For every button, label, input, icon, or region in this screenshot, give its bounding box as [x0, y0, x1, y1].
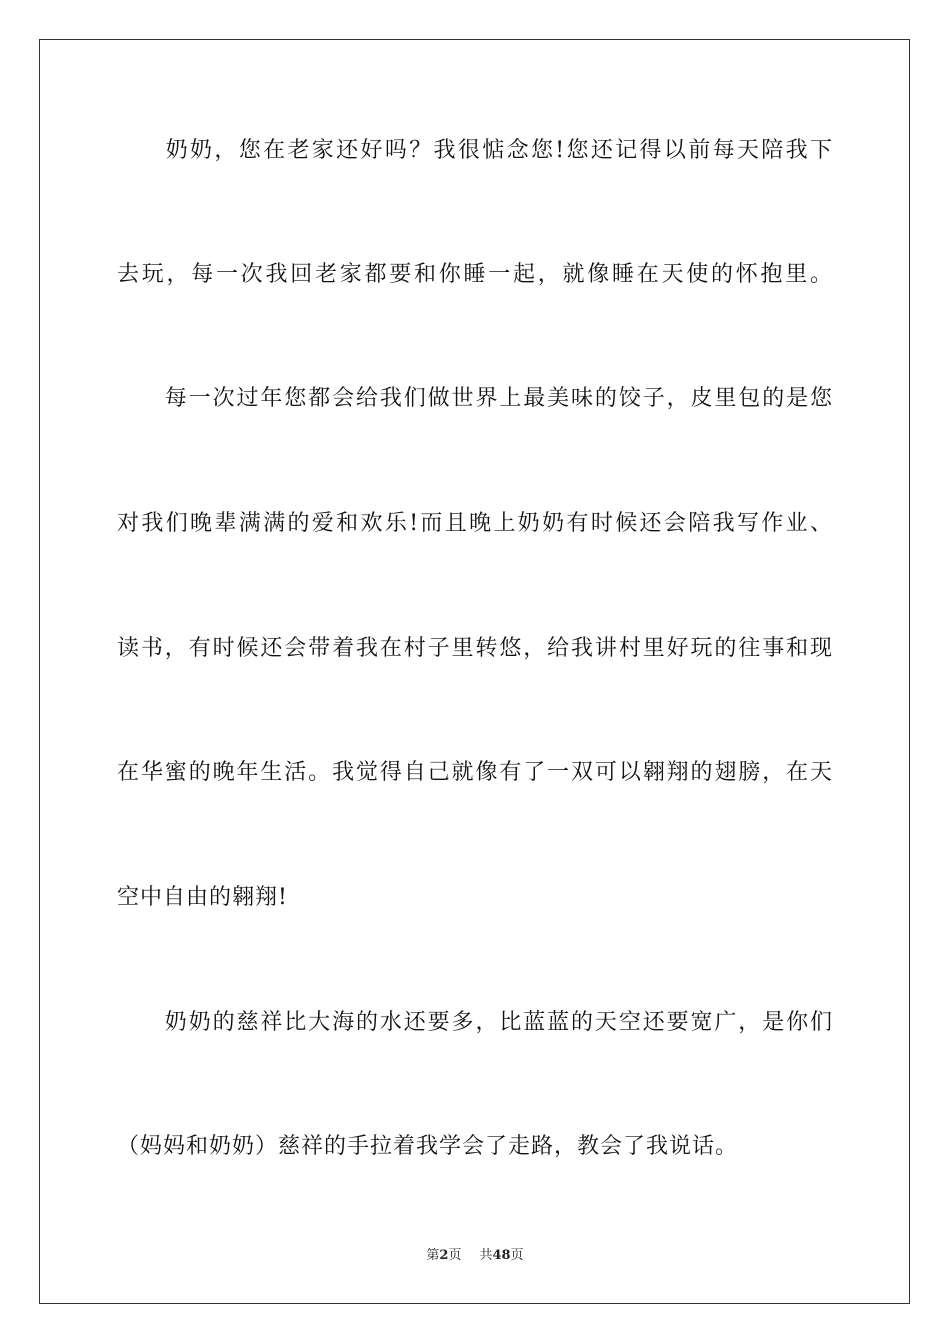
- page-suffix: 页: [448, 1248, 462, 1263]
- paragraph-line: 每一次过年您都会给我们做世界上最美味的饺子，皮里包的是您: [117, 386, 833, 411]
- total-suffix: 页: [510, 1248, 524, 1263]
- paragraph-line: 空中自由的翱翔!: [117, 885, 288, 910]
- paragraph-line: 奶奶的慈祥比大海的水还要多，比蓝蓝的天空还要宽广，是你们: [117, 1010, 833, 1035]
- paragraph-line: 读书，有时候还会带着我在村子里转悠，给我讲村里好玩的往事和现: [117, 636, 833, 661]
- page-frame: [39, 39, 910, 1304]
- total-pages: 48: [492, 1248, 511, 1263]
- page-footer: [0, 1248, 950, 1264]
- page-number: 2: [439, 1248, 449, 1263]
- paragraph-line: 在华蜜的晚年生活。我觉得自己就像有了一双可以翱翔的翅膀，在天: [117, 760, 833, 785]
- total-prefix: 共: [479, 1248, 493, 1263]
- page-prefix: 第: [426, 1248, 440, 1263]
- paragraph-line: 去玩，每一次我回老家都要和你睡一起，就像睡在天使的怀抱里。: [117, 262, 833, 287]
- paragraph-line: 奶奶，您在老家还好吗？我很惦念您!您还记得以前每天陪我下: [117, 138, 833, 163]
- paragraph-line: 对我们晚辈满满的爱和欢乐!而且晚上奶奶有时候还会陪我写作业、: [117, 511, 833, 536]
- paragraph-line: （妈妈和奶奶）慈祥的手拉着我学会了走路，教会了我说话。: [117, 1134, 739, 1159]
